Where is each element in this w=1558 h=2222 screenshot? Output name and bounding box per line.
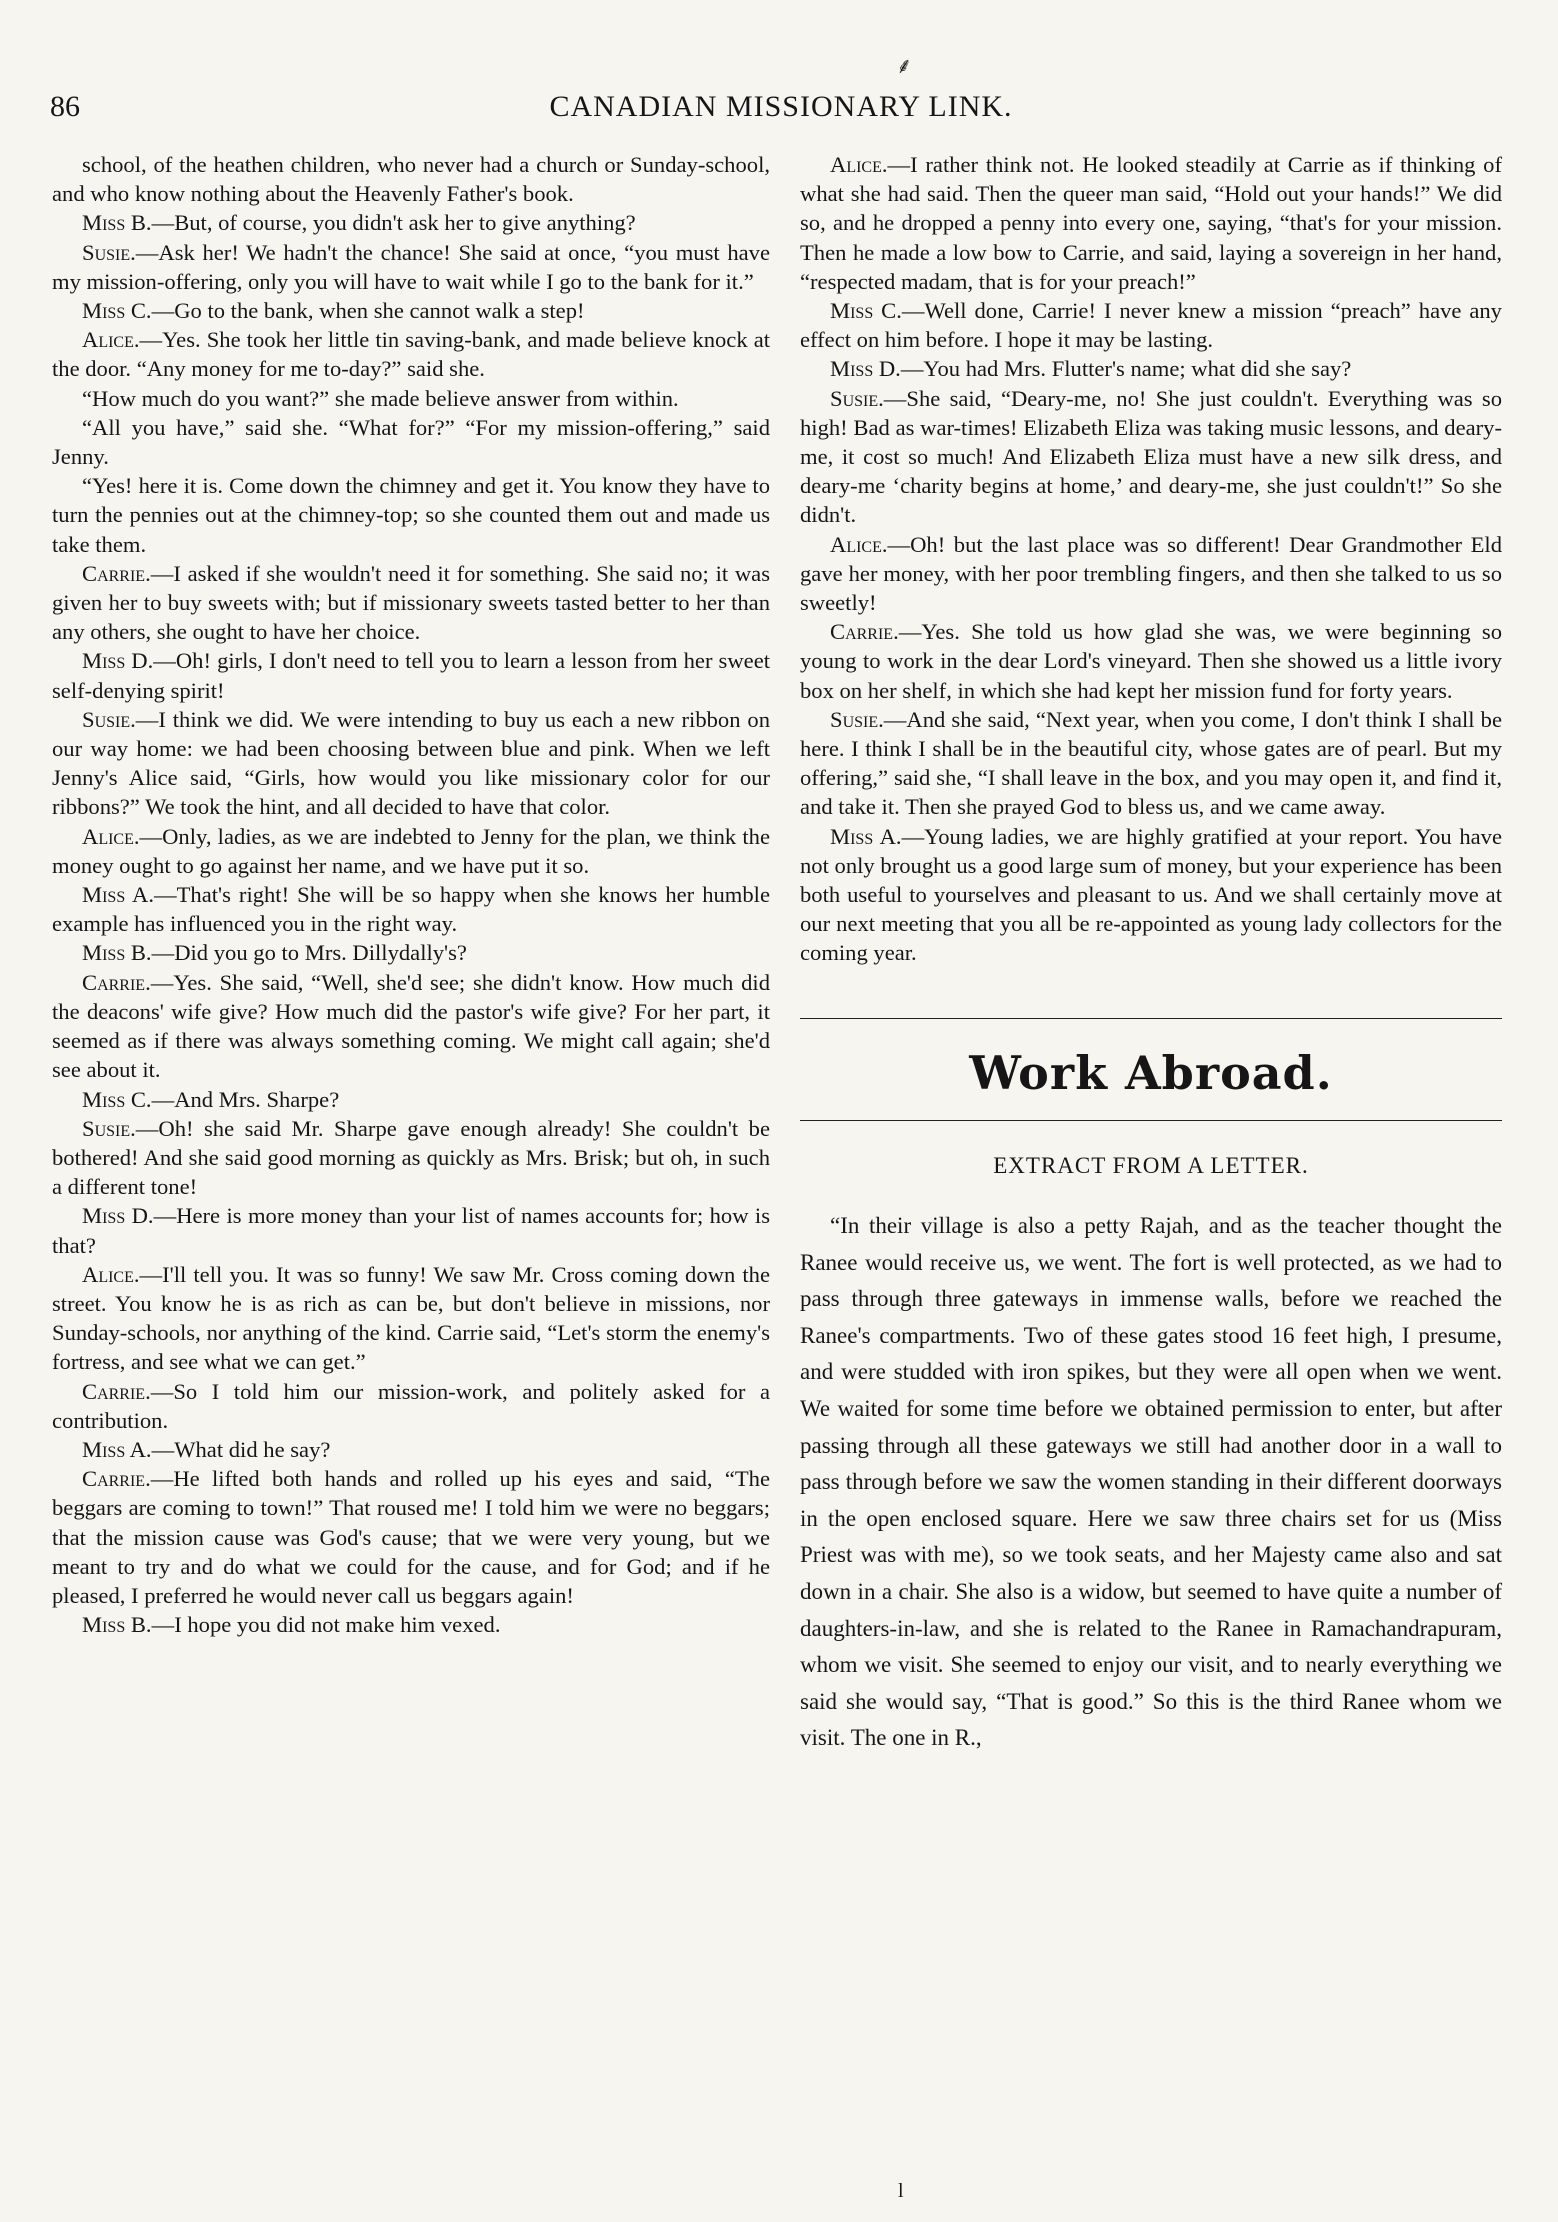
left-column	[52, 150, 770, 1639]
dialogue-text: —So I told him our mission-work, and politely asked for a contribution.	[52, 1378, 770, 1433]
dialogue-paragraph	[52, 1260, 770, 1377]
dialogue-text: —Oh! but the last place was so different! Dear Grandmother Eld gave her money, with her poor trembling fingers, and then she talked to us so sweetly!	[800, 531, 1502, 616]
dialogue-paragraph	[800, 530, 1502, 618]
dialogue-paragraph	[52, 1464, 770, 1610]
speaker-name: Carrie.	[82, 1466, 151, 1492]
speaker-name: Alice.	[82, 823, 140, 849]
dialogue-paragraph	[52, 1201, 770, 1259]
dialogue-text: —But, of course, you didn't ask her to give anything?	[151, 210, 636, 236]
dialogue-paragraph	[52, 880, 770, 938]
page-number: 86	[50, 90, 80, 123]
section-rule-top	[800, 1018, 1502, 1019]
dialogue-paragraph	[800, 617, 1502, 705]
speaker-name: Alice.	[82, 327, 140, 353]
dialogue-paragraph	[52, 1114, 770, 1202]
dialogue-text: —I hope you did not make him vexed.	[151, 1612, 501, 1638]
dialogue-paragraph	[800, 705, 1502, 822]
speaker-name: Miss A.	[82, 882, 154, 908]
speaker-name: Susie.	[830, 385, 884, 411]
dialogue-text: —Well done, Carrie! I never knew a mission “preach” have any effect on him before. I hope it may be lasting.	[800, 298, 1502, 353]
dialogue-text: —Yes. She told us how glad she was, we were beginning so young to work in the dear Lord's vineyard. Then she showed us a little ivory box on her shelf, in which she had kept her mission fund for forty years.	[800, 619, 1502, 703]
dialogue-text: —Did you go to Mrs. Dillydally's?	[151, 940, 467, 966]
dialogue-paragraph	[52, 1377, 770, 1435]
dialogue-paragraph	[52, 822, 770, 880]
dialogue-text: —Go to the bank, when she cannot walk a step!	[151, 298, 585, 324]
dialogue-text: —Yes. She said, “Well, she'd see; she didn't know. How much did the deacons' wife give? How much did the pastor's wife give? For her part, it seemed as if there was always something coming. We might call again; she'd see about it.	[52, 969, 770, 1083]
dialogue-paragraph	[52, 938, 770, 967]
page-title: CANADIAN MISSIONARY LINK.	[549, 90, 1013, 123]
dialogue-paragraph	[52, 705, 770, 822]
dialogue-text: “Yes! here it is. Come down the chimney and get it. You know they have to turn the pennies out at the chimney-top; so she counted them out and made us take them.	[52, 473, 770, 557]
page-header	[50, 84, 1512, 134]
dialogue-paragraph	[52, 1610, 770, 1639]
speaker-name: Alice.	[830, 152, 888, 177]
speaker-name: Miss D.	[830, 356, 901, 382]
dialogue-paragraph	[52, 1435, 770, 1464]
dialogue-text: —Yes. She took her little tin saving-bank, and made believe knock at the door. “Any money for me to-day?” said she.	[52, 327, 770, 382]
speaker-name: Miss A.	[82, 1436, 152, 1462]
dialogue-text: school, of the heathen children, who never had a church or Sunday-school, and who know nothing about the Heavenly Father's book.	[52, 152, 770, 207]
section-rule-bottom	[800, 1120, 1502, 1121]
dialogue-paragraph	[52, 646, 770, 704]
dialogue-text: —And Mrs. Sharpe?	[151, 1086, 340, 1112]
speaker-name: Susie.	[82, 239, 136, 265]
dialogue-paragraph	[52, 413, 770, 471]
speaker-name: Alice.	[82, 1261, 140, 1287]
dialogue-paragraph	[800, 822, 1502, 968]
speaker-name: Alice.	[830, 531, 888, 557]
dialogue-text: —I'll tell you. It was so funny! We saw Mr. Cross coming down the street. You know he is as rich as can be, but don't believe in missions, nor Sunday-schools, nor anything of the kind. Carrie said, “Let's storm the enemy's fortress, and see what we can get.”	[52, 1261, 770, 1375]
dialogue-paragraph	[52, 559, 770, 647]
dialogue-paragraph	[52, 384, 770, 413]
right-column	[800, 150, 1502, 1757]
bottom-ornament: l	[898, 2180, 904, 2202]
top-ornament: ⸙	[896, 53, 913, 78]
dialogue-paragraph	[52, 471, 770, 559]
dialogue-paragraph	[800, 384, 1502, 530]
dialogue-paragraph	[52, 325, 770, 383]
dialogue-text: “All you have,” said she. “What for?” “For my mission-offering,” said Jenny.	[52, 414, 770, 470]
section-title: Work Abroad.	[969, 1045, 1333, 1100]
dialogue-text: —And she said, “Next year, when you come, I don't think I shall be here. I think I shall be in the beautiful city, whose gates are of pearl. But my offering,” said she, “I shall leave in the box, and you may open it, and find it, and take it. Then she prayed God to bless us, and we came away.	[800, 706, 1502, 820]
speaker-name: Miss C.	[82, 298, 152, 324]
speaker-name: Carrie.	[82, 560, 151, 586]
dialogue-text: —Young ladies, we are highly gratified at your report. You have not only brought us a good large sum of money, but your experience has been both useful to yourselves and pleasant to us. And we shall certainly move at our next meeting that you all be re-appointed as young lady collectors for the coming year.	[800, 823, 1502, 966]
dialogue-paragraph	[52, 238, 770, 296]
speaker-name: Susie.	[82, 706, 136, 732]
dialogue-paragraph	[800, 296, 1502, 354]
speaker-name: Miss D.	[82, 648, 154, 674]
dialogue-paragraph	[52, 296, 770, 325]
dialogue-paragraph	[52, 150, 770, 208]
article-body: “In their village is also a petty Rajah, and as the teacher thought the Ranee would receive us, we went. The fort is well protected, as we had to pass through three gateways in immense walls, before we reached the Ranee's compartments. Two of these gates stood 16 feet high, I presume, and were studded with iron spikes, but they were all open when we went. We waited for some time before we obtained permission to enter, but after passing through all these gateways we still had another door in a wall to pass through before we saw the women standing in their different doorways in the open enclosed square. Here we saw three chairs set for us (Miss Priest was with me), so we took seats, and her Majesty came also and sat down in a chair. She also is a widow, but seemed to have quite a number of daughters-in-law, and she is related to the Ranee in Ramachandrapuram, whom we visit. She seemed to enjoy our visit, and to nearly everything we said she would say, “That is good.” So this is the third Ranee whom we visit. The one in R.,	[800, 1213, 1502, 1751]
speaker-name: Carrie.	[830, 619, 899, 645]
speaker-name: Carrie.	[82, 969, 151, 995]
speaker-name: Miss D.	[82, 1203, 154, 1229]
dialogue-text: —Oh! she said Mr. Sharpe gave enough already! She couldn't be bothered! And she said good morning as quickly as Mrs. Brisk; but oh, in such a different tone!	[52, 1115, 770, 1200]
dialogue-paragraph	[52, 1085, 770, 1114]
dialogue-text: —Ask her! We hadn't the chance! She said at once, “you must have my mission-offering, only you will have to wait while I go to the bank for it.”	[52, 239, 770, 294]
dialogue-text: —Here is more money than your list of names accounts for; how is that?	[52, 1203, 771, 1258]
article-subtitle: EXTRACT FROM A LETTER.	[993, 1152, 1309, 1178]
dialogue-text: —I think we did. We were intending to buy us each a new ribbon on our way home: we had been choosing between blue and pink. When we left Jenny's Alice said, “Girls, how would you like missionary color for our ribbons?” We took the hint, and all decided to have that color.	[52, 706, 770, 820]
dialogue-paragraph	[52, 968, 770, 1085]
dialogue-text: —Only, ladies, as we are indebted to Jenny for the plan, we think the money ought to go against her name, and we have put it so.	[52, 823, 770, 878]
dialogue-paragraph	[800, 354, 1502, 383]
speaker-name: Miss A.	[830, 823, 902, 849]
dialogue-text: —I rather think not. He looked steadily at Carrie as if thinking of what she had said. Then the queer man said, “Hold out your hands!” We did so, and he dropped a penny into every one, saying, “that's for your mission. Then he made a low bow to Carrie, and said, laying a sovereign in her hand, “respected madam, that is for your preach!”	[800, 152, 1502, 294]
speaker-name: Susie.	[82, 1115, 136, 1141]
speaker-name: Carrie.	[82, 1378, 151, 1404]
speaker-name: Miss B.	[82, 940, 152, 966]
dialogue-text: —What did he say?	[151, 1436, 331, 1462]
dialogue-text: —Oh! girls, I don't need to tell you to learn a lesson from her sweet self-denying spirit!	[52, 648, 771, 703]
dialogue-text: —That's right! She will be so happy when she knows her humble example has influenced you in the right way.	[52, 882, 770, 937]
speaker-name: Miss B.	[82, 210, 152, 236]
speaker-name: Miss C.	[82, 1086, 152, 1112]
dialogue-text: —I asked if she wouldn't need it for something. She said no; it was given her to buy sweets with; but if missionary sweets tasted better to her than any others, she ought to have her choice.	[52, 560, 770, 645]
dialogue-paragraph	[52, 208, 770, 237]
dialogue-text: —He lifted both hands and rolled up his eyes and said, “The beggars are coming to town!” That roused me! I told him we were no beggars; that the mission cause was God's cause; that we were very young, but we meant to try and do what we could for the cause, and for God; and if he pleased, I preferred he would never call us beggars again!	[52, 1466, 770, 1608]
dialogue-text: “How much do you want?” she made believe answer from within.	[82, 385, 679, 411]
dialogue-text: —She said, “Deary-me, no! She just couldn't. Everything was so high! Bad as war-times! Elizabeth Eliza was taking music lessons, and deary-me, it cost so much! And Elizabeth Eliza must have a new silk dress, and deary-me ‘charity begins at home,’ and deary-me, she just couldn't!” So she didn't.	[800, 385, 1502, 528]
dialogue-text: —You had Mrs. Flutter's name; what did she say?	[900, 356, 1352, 382]
speaker-name: Miss C.	[830, 298, 902, 324]
dialogue-paragraph	[800, 150, 1502, 296]
speaker-name: Miss B.	[82, 1612, 152, 1638]
speaker-name: Susie.	[830, 706, 884, 732]
dialogue-continuation	[800, 150, 1502, 968]
